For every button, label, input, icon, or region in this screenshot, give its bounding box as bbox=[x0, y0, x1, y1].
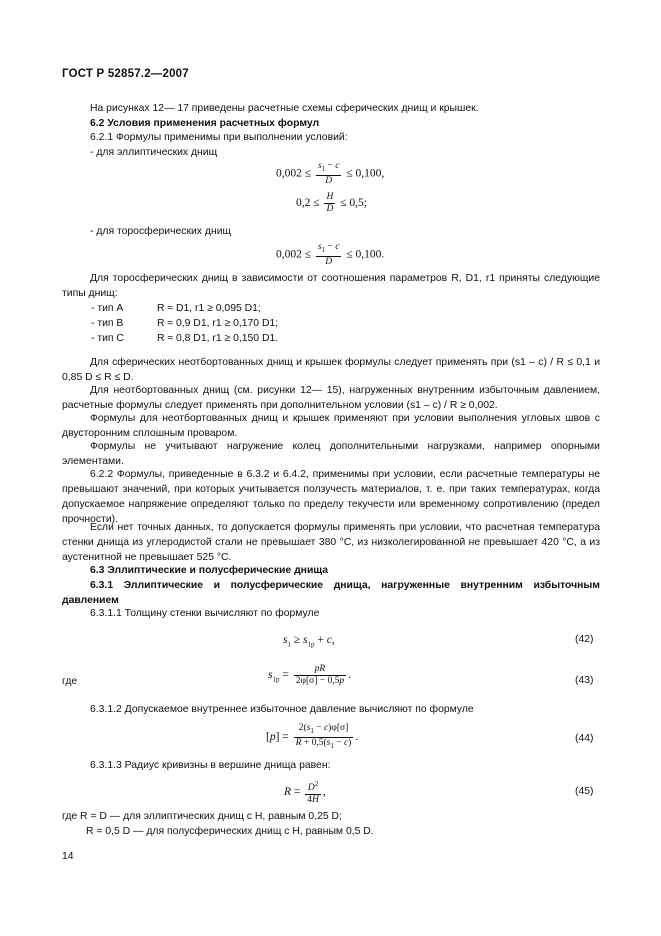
type-b-label: - тип В bbox=[91, 318, 124, 329]
section-6-3-1-heading: 6.3.1 Эллиптические и полусферические днища, нагруженные внутренним избыточным давлением bbox=[62, 580, 600, 606]
paragraph-6-3-1-1: 6.3.1.1 Толщину стенки вычисляют по формуле bbox=[90, 608, 320, 619]
where-label: где bbox=[62, 676, 78, 687]
type-c-label: - тип С bbox=[91, 333, 124, 344]
torospherical-formula: 0,002 ≤ $\frac{s_1 - c}{D}$ ≤ 0,100. bbox=[276, 242, 385, 267]
torospherical-condition-label: - для торосферических днищ bbox=[90, 226, 232, 237]
equation-number-43: (43) bbox=[575, 675, 594, 686]
elliptical-formula-1: 0,002 ≤ $\frac{s_1 - c}{D}$ ≤ 0,100, bbox=[276, 161, 385, 186]
paragraph-figures: На рисунках 12— 17 приведены расчетные схемы сферических днищ и крышек. bbox=[90, 103, 479, 114]
where-definition-1: где R = D — для эллиптических днищ с H, равным 0,25 D; bbox=[62, 811, 342, 822]
equation-number-42: (42) bbox=[575, 634, 594, 645]
page-number: 14 bbox=[62, 851, 74, 862]
formula-43: $s_{1р}$ = $\frac{pR}{2\varphi[\sigma] - 0,5p}$ . bbox=[268, 664, 352, 686]
formula-45: R = $\frac{D^2}{4H}$ , bbox=[284, 780, 326, 806]
section-6-3-heading: 6.3 Эллиптические и полусферические днища bbox=[90, 565, 329, 576]
type-c-condition: R ≈ 0,8 D1, r1 ≥ 0,150 D1. bbox=[157, 333, 279, 344]
document-header: ГОСТ Р 52857.2—2007 bbox=[62, 68, 189, 80]
formula-42: $s_1 \ge s_{1р} + c$, bbox=[283, 634, 335, 649]
paragraph-unflanged: Для неотбортованных днищ (см. рисунки 12— 15), нагруженных внутренним избыточным давлением, расчетные формулы следует применять при дополнительном условии (s1 – c) / R ≥ 0,002. bbox=[62, 385, 600, 411]
paragraph-rings: Формулы не учитывают нагружение колец дополнительными нагрузками, например опорными элементами. bbox=[62, 441, 600, 467]
paragraph-types-intro: Для торосферических днищ в зависимости от соотношения параметров R, D1, r1 приняты следующие типы днищ: bbox=[62, 273, 600, 299]
paragraph-welds: Формулы для неотбортованных днищ и крышек применяют при условии выполнения угловых швов с двусторонним сплошным проваром. bbox=[62, 413, 600, 439]
elliptical-condition-label: - для эллиптических днищ bbox=[90, 147, 218, 158]
paragraph-no-data: Если нет точных данных, то допускается формулы применять при условии, что расчетная температура стенки днища из углеродистой стали не превышает 380 °С, из низколегированной не превышает 420 °С, а из аустенитной не превышает 525 °С. bbox=[62, 522, 600, 563]
equation-number-45: (45) bbox=[575, 786, 594, 797]
type-a-condition: R ≈ D1, r1 ≥ 0,095 D1; bbox=[157, 303, 261, 314]
type-b-condition: R ≈ 0,9 D1, r1 ≥ 0,170 D1; bbox=[157, 318, 279, 329]
paragraph-6-3-1-2: 6.3.1.2 Допускаемое внутреннее избыточное давление вычисляют по формуле bbox=[90, 704, 474, 715]
formula-44: [p] = $\frac{2(s_1 - c)\varphi[\sigma]}{R + 0,5(s_1 - c)}$ . bbox=[266, 723, 359, 750]
elliptical-formula-2: 0,2 ≤ $\frac{H}{D}$ ≤ 0,5; bbox=[296, 192, 367, 214]
paragraph-6-2-1: 6.2.1 Формулы применимы при выполнении условий: bbox=[90, 132, 348, 143]
equation-number-44: (44) bbox=[575, 733, 594, 744]
paragraph-6-3-1-3: 6.3.1.3 Радиус кривизны в вершине днища равен: bbox=[90, 760, 331, 771]
paragraph-6-2-2: 6.2.2 Формулы, приведенные в 6.3.2 и 6.4.2, применимы при условии, если расчетные температуры не превышают значений, при которых учитывается ползучесть материалов, т. е. при таких температурах, когда допускаемое напряжение определяют только по пределу текучести или временному сопротивлению (предел прочности). bbox=[62, 469, 600, 525]
section-6-2-heading: 6.2 Условия применения расчетных формул bbox=[90, 118, 320, 129]
paragraph-spherical: Для сферических неотбортованных днищ и крышек формулы следует применять при (s1 – c) / R ≤ 0,1 и 0,85 D ≤ R ≤ D. bbox=[62, 357, 600, 383]
type-a-label: - тип А bbox=[91, 303, 124, 314]
where-definition-2: R = 0,5 D — для полусферических днищ с H, равным 0,5 D. bbox=[86, 826, 374, 837]
